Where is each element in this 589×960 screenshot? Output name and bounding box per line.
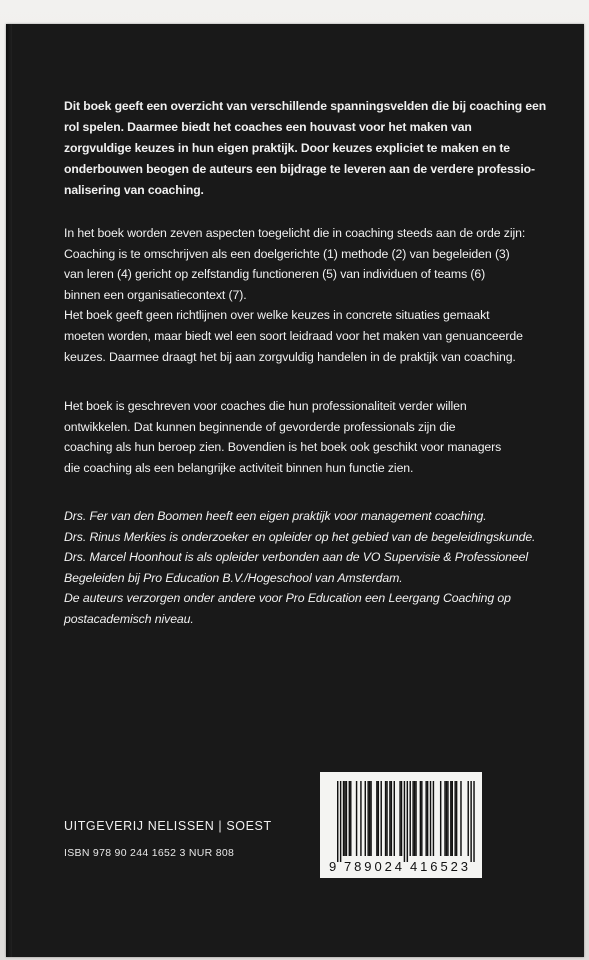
author-bio-line: Begeleiden bij Pro Education B.V./Hogeschool van Amsterdam.	[64, 570, 403, 585]
barcode-bar	[433, 781, 434, 856]
barcode-graphic	[320, 772, 482, 878]
back-cover	[6, 24, 584, 957]
barcode-bar	[343, 781, 344, 856]
barcode-bar	[340, 781, 341, 862]
barcode-bar	[394, 781, 395, 856]
barcode-bar	[378, 781, 379, 856]
barcode-bar	[365, 781, 366, 856]
blurb-audience-line: Het boek is geschreven voor coaches die hun professionaliteit verder willen	[64, 399, 467, 413]
barcode-bar	[468, 781, 469, 856]
barcode-bar	[412, 781, 413, 856]
blurb-intro-line: Dit boek geeft een overzicht van verschillende spanningsvelden die bij coaching een	[64, 99, 547, 113]
barcode-bar	[425, 781, 426, 856]
barcode-bar	[356, 781, 357, 856]
blurb-intro	[64, 96, 547, 201]
barcode-bar	[346, 781, 347, 856]
publisher-name: UITGEVERIJ NELISSEN | SOEST	[64, 819, 272, 833]
spine-edge	[6, 24, 12, 957]
author-bio-line: postacademisch niveau.	[64, 611, 194, 626]
blurb-aspects-line: moeten worden, maar biedt wel een soort leidraad voor het maken van genuanceerde	[64, 328, 523, 343]
blurb-audience-line: die coaching als een belangrijke activiteit binnen hun functie zien.	[64, 460, 414, 475]
barcode-bars	[337, 781, 475, 862]
blurb-aspects-line: Coaching is te omschrijven als een doelgerichte (1) methode (2) van begeleiden (3)	[64, 246, 510, 261]
barcode-bar	[404, 781, 405, 862]
barcode-left-digits: 789024	[344, 859, 402, 874]
barcode-bar	[385, 781, 386, 856]
blurb-aspects-line: keuzes. Daarmee draagt het bij aan zorgvuldig handelen in de praktijk van coaching.	[64, 349, 516, 364]
barcode-bar	[349, 781, 350, 856]
barcode-bar	[473, 781, 474, 862]
barcode-right-digits: 416523	[410, 859, 468, 874]
blurb-aspects-line: binnen een organisatiecontext (7).	[64, 287, 247, 302]
barcode-bar	[456, 781, 457, 856]
barcode-bar	[421, 781, 422, 856]
author-bio-line: Drs. Rinus Merkies is onderzoeker en opleider op het gebied van de begeleidingskunde.	[64, 529, 536, 544]
barcode-bar	[427, 781, 428, 856]
barcode-bar	[420, 781, 421, 856]
blurb-audience	[64, 396, 534, 478]
author-bio-line: De auteurs verzorgen onder andere voor Pro Education een Leergang Coaching op	[64, 591, 511, 606]
barcode-bar	[454, 781, 455, 856]
blurb-intro-line: rol spelen. Daarmee biedt het coaches een houvast voor het maken van	[64, 120, 472, 134]
blurb-intro-line: nalisering van coaching.	[64, 183, 204, 197]
barcode-first-digit: 9	[329, 859, 337, 874]
barcode-bar	[470, 781, 471, 862]
barcode-bar	[407, 781, 408, 862]
barcode-bar	[452, 781, 453, 856]
barcode-bar	[381, 781, 382, 856]
barcode-bar	[444, 781, 445, 856]
blurb-aspects-line: Het boek geeft geen richtlijnen over welke keuzes in concrete situaties gemaakt	[64, 308, 490, 323]
barcode-bar	[446, 781, 447, 856]
barcode-bar	[344, 781, 345, 856]
blurb-aspects-line: In het boek worden zeven aspecten toegelicht die in coaching steeds aan de orde zijn:	[64, 226, 526, 240]
blurb-audience-line: coaching als hun beroep zien. Bovendien is het boek ook geschikt voor managers	[64, 440, 502, 455]
barcode-bar	[337, 781, 338, 862]
author-bios	[64, 506, 534, 630]
barcode-bar	[430, 781, 431, 856]
author-bio-line: Drs. Marcel Hoonhout is als opleider verbonden aan de VO Supervisie & Professioneel	[64, 550, 529, 565]
blurb-aspects	[64, 223, 534, 367]
blurb-intro-line: zorgvuldige keuzes in hun eigen praktijk. Door keuzes expliciet te maken en te	[64, 141, 510, 155]
barcode-bar	[367, 781, 368, 856]
barcode-bar	[399, 781, 400, 856]
barcode-bar	[440, 781, 441, 856]
barcode-bar	[460, 781, 461, 856]
isbn-nur-line: ISBN 978 90 244 1652 3 NUR 808	[64, 847, 235, 859]
author-bio-line: Drs. Fer van den Boomen heeft een eigen praktijk voor management coaching.	[64, 509, 487, 523]
barcode-bar	[447, 781, 448, 856]
barcode-bar	[360, 781, 361, 856]
barcode-bar	[386, 781, 387, 856]
barcode-bar	[450, 781, 451, 856]
barcode-bar	[376, 781, 377, 856]
blurb-audience-line: ontwikkelen. Dat kunnen beginnende of gevorderde professionals zijn die	[64, 419, 456, 434]
blurb-intro-line: onderbouwen beogen de auteurs een bijdrage te leveren aan de verdere professio-	[64, 162, 535, 176]
barcode-bar	[401, 781, 402, 856]
barcode-bar	[370, 781, 371, 856]
barcode-bar	[414, 781, 415, 856]
barcode-bar	[415, 781, 416, 856]
isbn-barcode	[320, 772, 482, 878]
barcode-bar	[350, 781, 351, 856]
barcode-bar	[391, 781, 392, 856]
barcode-bar	[410, 781, 411, 856]
blurb-aspects-line: van leren (4) gericht op zelfstandig functioneren (5) van individuen of teams (6)	[64, 267, 486, 282]
barcode-bar	[369, 781, 370, 856]
barcode-bar	[389, 781, 390, 856]
